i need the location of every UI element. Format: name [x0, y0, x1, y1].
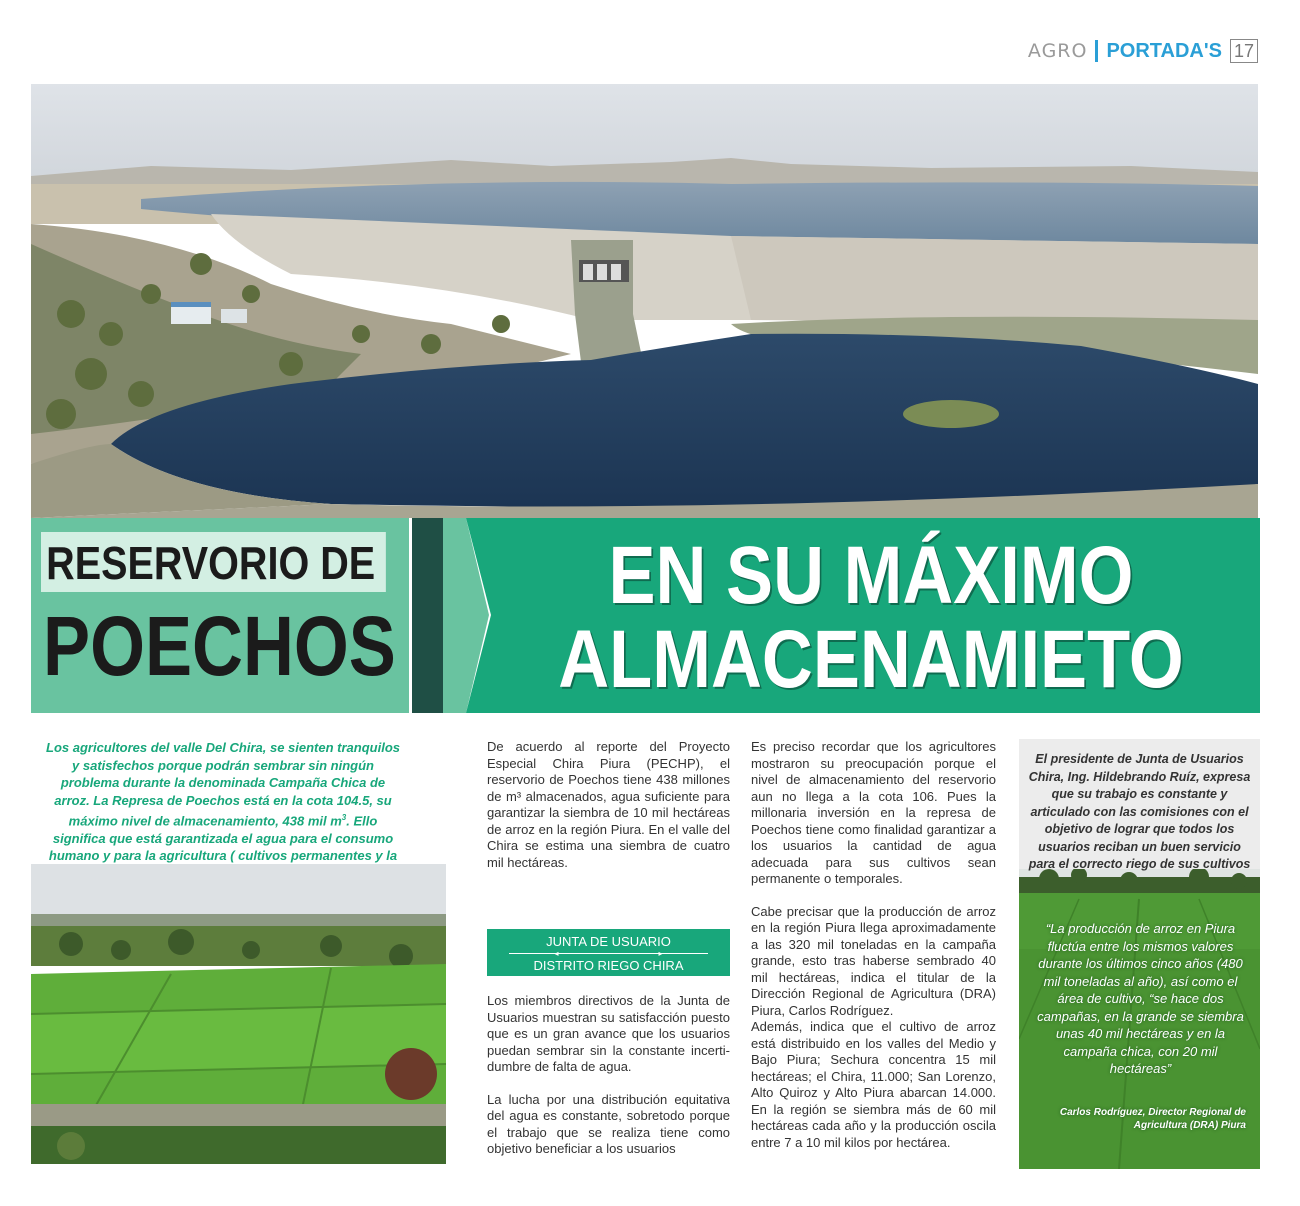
- article-column-3: [751, 739, 996, 1167]
- main-headline-line2: ALMACENAMIETO: [558, 614, 1184, 705]
- article-column-2: [487, 739, 730, 887]
- article-column-2-continued: [487, 993, 730, 1174]
- section-label: AGRO: [1027, 40, 1088, 62]
- headline-line1: RESERVORIO DE: [41, 532, 385, 592]
- headline-line2: POECHOS: [43, 599, 396, 693]
- quote-attribution: Carlos Rodríguez, Director Regional de Agricultura (DRA) Piura: [1059, 1107, 1246, 1131]
- subhead-line1: JUNTA DE USUARIO: [546, 934, 671, 949]
- header-divider: [1095, 40, 1098, 62]
- main-headline: [553, 530, 1189, 705]
- article-paragraph: La lucha por una distribución equitativa del agua es constante, sobretodo porque el trabajo que se realiza tiene como objetivo beneficiar a los usuarios: [487, 1091, 730, 1156]
- article-paragraph: Además, indica que el cultivo de arroz está distribuido en los valles del Medio y Bajo Piura; Sechura concentra 15 mil hectáreas; el Chira, 11.000; San Lorenzo, Alto Quiroz y Alto Piura abarcan 14.000. En la región se siembra más de 60 mil hectáreas cada año y la producción oscila entre 7 a 10 mil kilos por hectárea.: [751, 1019, 996, 1150]
- lede-text: Los agricultores del valle Del Chira, se sienten tranquilos y satisfechos porque podrán sembrar sin ningún problema durante la denominada Campaña Chica de arroz. La Represa de Poechos está en la cota 104.5, su máximo nivel de almacenamiento, 438 mil m: [46, 740, 400, 829]
- rice-fields-photo: [31, 864, 446, 1164]
- article-paragraph: De acuerdo al reporte del Proyecto Especial Chira Piura (PECHP), el reservorio de Poechos tiene 438 millones de m³ almacenados, agua suficiente para garantizar la siembra de 10 mil hectáreas de arroz en la región Piura. En el valle del Chira se estima una siembra de cuatro mil hectáreas.: [487, 739, 730, 870]
- lede-superscript: 3: [341, 813, 347, 822]
- lede-text-end: . Ello significa que está garantizada el agua para el consumo humano y para la agricultura ( cultivos permanentes y la: [48, 813, 398, 864]
- headline-band: [31, 518, 1260, 713]
- page-number: 17: [1230, 39, 1258, 63]
- double-arrow-icon: [505, 951, 712, 957]
- brand-logo: PORTADA'S: [1106, 39, 1222, 62]
- article-paragraph: Los miembros directivos de la Junta de Usuarios muestran su satisfacción puesto que es un gran avance que los usuarios puedan sembrar sin la constante incerti-dumbre de falta de agua.: [487, 993, 730, 1074]
- sidebar-box: [1019, 739, 1260, 1169]
- sidebar-intro: El presidente de Junta de Usuarios Chira, Ing. Hildebrando Ruíz, expresa que su trabajo es constante y articulado con las comisiones con el objetivo de lograr que todos los usuarios reciban un buen servicio para el correcto riego de sus cultivos: [1028, 752, 1251, 871]
- subhead-box: [487, 929, 730, 976]
- subhead-line2: DISTRITO RIEGO CHIRA: [533, 958, 684, 973]
- main-headline-line1: EN SU MÁXIMO: [608, 530, 1134, 621]
- article-paragraph: Cabe precisar que la producción de arroz en la región Piura llega aproximadamente a las 320 mil toneladas en la campaña grande, esto tras haberse sembrado 40 mil hectáreas, indica el titular de la Dirección Regional de Agricultura (DRA) Piura, Carlos Rodríguez.: [751, 903, 996, 1018]
- reservoir-photo: [31, 84, 1258, 518]
- page-header: [1028, 38, 1258, 64]
- lede-paragraph: [42, 739, 404, 882]
- pull-quote: “La producción de arroz en Piura fluctúa entre los mismos valores durante los últimos cinco años (480 mil toneladas al año), así como el área de cultivo, “se hace dos campañas, en la grande se siembra unas 40 mil hectáreas y en la campaña chica, con 20 mil hectáreas”: [1037, 921, 1244, 1076]
- article-paragraph: Es preciso recordar que los agricultores mostraron su preocupación porque el nivel de almacenamiento del reservorio aun no llega a la cota 106. Pues la millonaria inversión en la represa de Poechos tiene como finalidad garantizar a los usuarios la cantidad de agua adecuada para sus cultivos sean permanente o temporales.: [751, 739, 996, 886]
